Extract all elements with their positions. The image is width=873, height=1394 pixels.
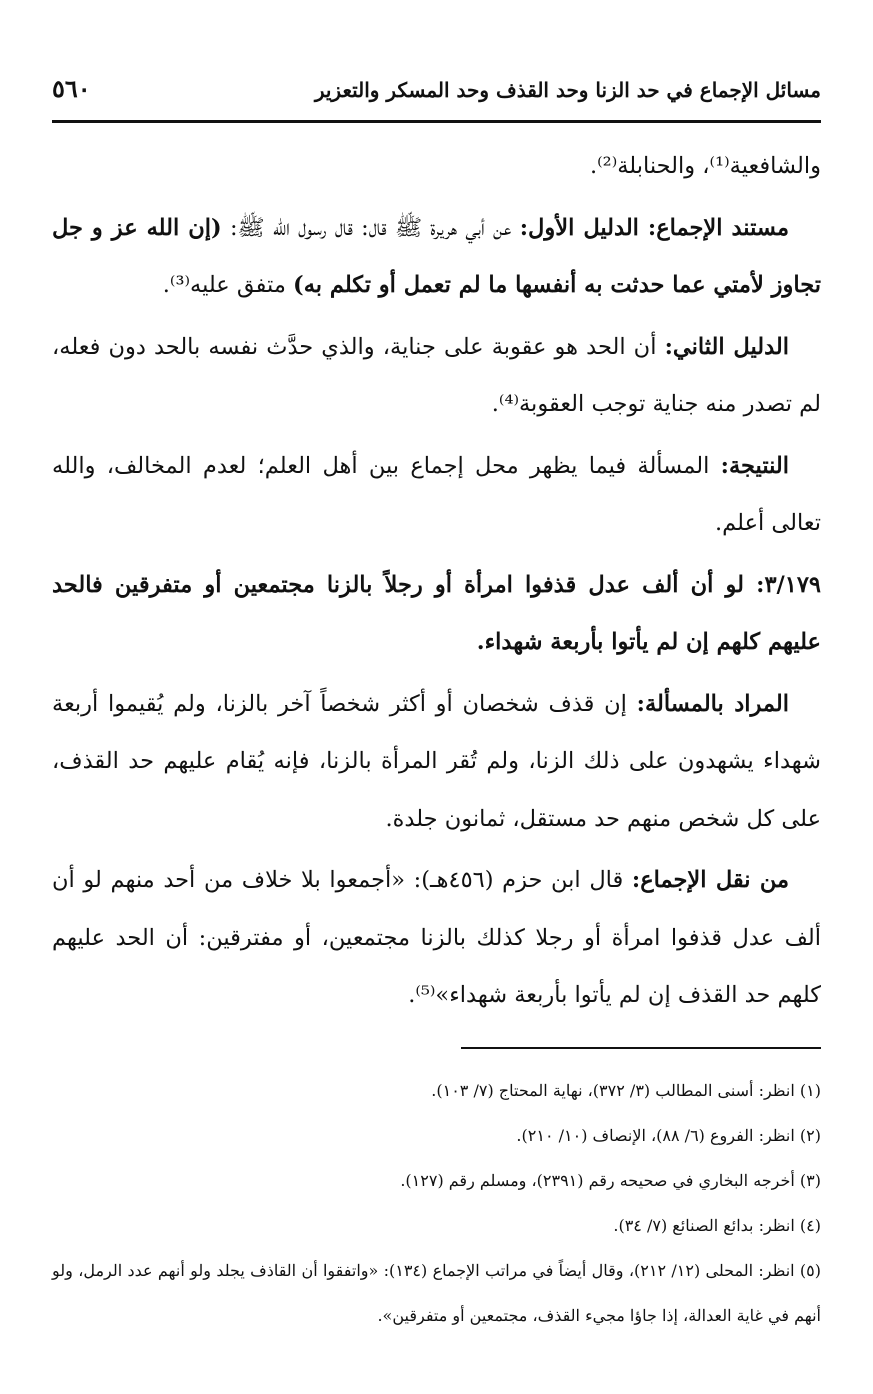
paragraph-continuation: [52, 138, 821, 196]
paragraph-second-evidence: [52, 319, 821, 434]
issue-heading: ٣/١٧٩: لو أن ألف عدل قذفوا امرأة أو رجلاً بالزنا مجتمعين أو متفرقين فالحد عليهم كلهم إن لم يأتوا بأربعة شهداء.: [52, 571, 821, 655]
paragraph-text: والشافعية⁽¹⁾، والحنابلة⁽²⁾.: [589, 153, 821, 179]
running-title: مسائل الإجماع في حد الزنا وحد القذف وحد المسكر والتعزير: [314, 78, 821, 102]
footnotes: [52, 1068, 821, 1338]
paragraph-text-end: متفق عليه⁽³⁾.: [162, 272, 286, 298]
paragraph-conclusion: [52, 438, 821, 553]
header-rule: [52, 120, 821, 123]
paragraph-first-evidence: [52, 200, 821, 315]
paragraph-label: المراد بالمسألة:: [636, 690, 789, 717]
hadith-quote: (إن الله عز و جل تجاوز لأمتي عما حدثت به أنفسها ما لم تعمل أو تكلم به): [52, 214, 821, 298]
footnote-rule: [461, 1047, 821, 1049]
paragraph-consensus-source: [52, 852, 821, 1025]
paragraph-text: قال ابن حزم (٤٥٦هـ): «أجمعوا بلا خلاف من أحد منهم لو أن ألف عدل قذفوا امرأة أو رجلا كذلك بالزنا مجتمعين، أو مفترقين: أن الحد عليهم كلهم حد القذف إن لم يأتوا بأربعة شهداء»⁽⁵⁾.: [52, 867, 821, 1008]
paragraph-meaning: [52, 676, 821, 849]
paragraph-text: عن أبي هريرة ﷺ قال: قال رسول الله ﷺ:: [229, 214, 512, 241]
paragraph-text: المسألة فيما يظهر محل إجماع بين أهل العلم؛ لعدم المخالف، والله تعالى أعلم.: [52, 452, 821, 536]
paragraph-text: إن قذف شخصان أو أكثر شخصاً آخر بالزنا، ولم يُقيموا أربعة شهداء يشهدون على ذلك الزنا، ولم تُقر المرأة بالزنا، فإنه يُقام عليهم حد القذف، على كل شخص منهم حد مستقل، ثمانون جلدة.: [52, 690, 821, 832]
paragraph-text: أن الحد هو عقوبة على جناية، والذي حدَّث نفسه بالحد دون فعله، لم تصدر منه جناية توجب العقوبة⁽⁴⁾.: [52, 333, 821, 417]
paragraph-label: النتيجة:: [720, 452, 790, 479]
body-text: [52, 138, 821, 1029]
footnote-3: (٣) أخرجه البخاري في صحيحه رقم (٢٣٩١)، ومسلم رقم (١٢٧).: [400, 1171, 821, 1190]
paragraph-label: من نقل الإجماع:: [631, 867, 789, 893]
page-header: [52, 72, 821, 116]
page-number: ٥٦٠: [52, 74, 91, 103]
paragraph-label: الدليل الثاني:: [664, 333, 790, 360]
footnote-2: (٢) انظر: الفروع (٦/ ٨٨)، الإنصاف (١٠/ ٢١٠).: [516, 1126, 821, 1145]
footnote-1: (١) انظر: أسنى المطالب (٣/ ٣٧٢)، نهاية المحتاج (٧/ ١٠٣).: [431, 1081, 821, 1100]
footnote-4: (٤) انظر: بدائع الصنائع (٧/ ٣٤).: [613, 1216, 821, 1235]
paragraph-label: مستند الإجماع: الدليل الأول:: [519, 214, 790, 241]
footnote-5: (٥) انظر: المحلى (١٢/ ٢١٢)، وقال أيضاً في مراتب الإجماع (١٣٤): «واتفقوا أن القاذف يجلد ولو أنهم عدد الرمل، ولو أنهم في غاية العدالة، إذا جاؤا مجيء القذف، مجتمعين أو متفرقين».: [52, 1261, 822, 1325]
